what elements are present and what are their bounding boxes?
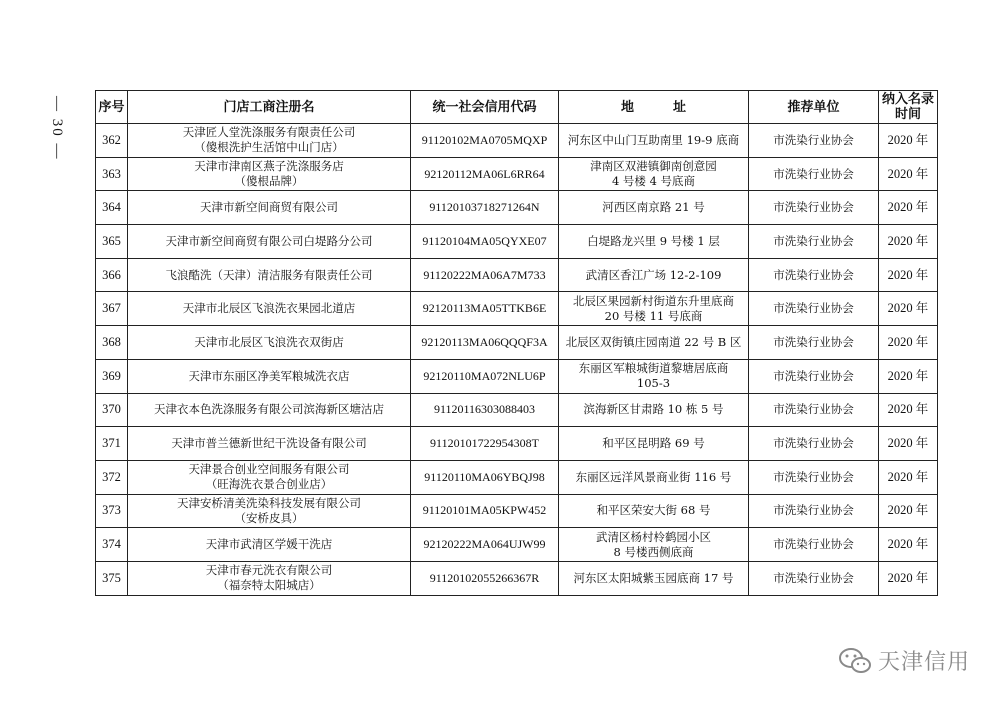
cell-name: 天津景合创业空间服务有限公司 （旺海洗衣景合创业店） bbox=[128, 460, 411, 494]
cell-no: 372 bbox=[96, 460, 128, 494]
cell-address: 武清区香江广场 12-2-109 bbox=[559, 258, 749, 292]
cell-unit: 市洗染行业协会 bbox=[749, 561, 879, 595]
cell-unit: 市洗染行业协会 bbox=[749, 528, 879, 562]
header-name: 门店工商注册名 bbox=[128, 91, 411, 124]
header-address: 地 址 bbox=[559, 91, 749, 124]
cell-no: 374 bbox=[96, 528, 128, 562]
table-row bbox=[96, 494, 938, 528]
cell-year: 2020 年 bbox=[879, 292, 938, 326]
table-row bbox=[96, 191, 938, 225]
cell-code: 92120113MA06QQQF3A bbox=[411, 326, 559, 360]
cell-unit: 市洗染行业协会 bbox=[749, 191, 879, 225]
cell-code: 91120102055266367R bbox=[411, 561, 559, 595]
table-row bbox=[96, 528, 938, 562]
cell-year: 2020 年 bbox=[879, 191, 938, 225]
cell-unit: 市洗染行业协会 bbox=[749, 427, 879, 461]
cell-name: 飞浪酷洗（天津）清洁服务有限责任公司 bbox=[128, 258, 411, 292]
cell-name: 天津市春元洗衣有限公司 （福奈特太阳城店） bbox=[128, 561, 411, 595]
cell-code: 91120103718271264N bbox=[411, 191, 559, 225]
cell-year: 2020 年 bbox=[879, 359, 938, 393]
cell-name: 天津衣本色洗涤服务有限公司滨海新区塘沽店 bbox=[128, 393, 411, 427]
cell-name: 天津市武清区学媛干洗店 bbox=[128, 528, 411, 562]
cell-address: 和平区荣安大街 68 号 bbox=[559, 494, 749, 528]
cell-name: 天津安桥清美洗染科技发展有限公司 （安桥皮具） bbox=[128, 494, 411, 528]
table-row bbox=[96, 427, 938, 461]
header-no: 序号 bbox=[96, 91, 128, 124]
cell-code: 91120110MA06YBQJ98 bbox=[411, 460, 559, 494]
cell-no: 367 bbox=[96, 292, 128, 326]
header-row bbox=[96, 91, 938, 124]
cell-year: 2020 年 bbox=[879, 258, 938, 292]
cell-address: 河西区南京路 21 号 bbox=[559, 191, 749, 225]
table-row bbox=[96, 157, 938, 191]
cell-unit: 市洗染行业协会 bbox=[749, 494, 879, 528]
cell-name: 天津市普兰德新世纪干洗设备有限公司 bbox=[128, 427, 411, 461]
registry-table bbox=[95, 90, 938, 596]
cell-name: 天津市新空间商贸有限公司 bbox=[128, 191, 411, 225]
table-row bbox=[96, 292, 938, 326]
cell-name: 天津匠人堂洗涤服务有限责任公司 （傻根洗护生活馆中山门店） bbox=[128, 124, 411, 158]
cell-unit: 市洗染行业协会 bbox=[749, 326, 879, 360]
cell-name: 天津市北辰区飞浪洗衣果园北道店 bbox=[128, 292, 411, 326]
cell-no: 362 bbox=[96, 124, 128, 158]
cell-year: 2020 年 bbox=[879, 157, 938, 191]
cell-code: 92120110MA072NLU6P bbox=[411, 359, 559, 393]
cell-unit: 市洗染行业协会 bbox=[749, 225, 879, 259]
header-unit: 推荐单位 bbox=[749, 91, 879, 124]
page-number: — 30 — bbox=[49, 96, 65, 161]
cell-code: 91120101722954308T bbox=[411, 427, 559, 461]
cell-code: 91120102MA0705MQXP bbox=[411, 124, 559, 158]
cell-no: 375 bbox=[96, 561, 128, 595]
cell-address: 东丽区远洋风景商业街 116 号 bbox=[559, 460, 749, 494]
header-code: 统一社会信用代码 bbox=[411, 91, 559, 124]
cell-name: 天津市东丽区净美军粮城洗衣店 bbox=[128, 359, 411, 393]
cell-name: 天津市北辰区飞浪洗衣双街店 bbox=[128, 326, 411, 360]
cell-address: 东丽区军粮城街道黎塘居底商 105-3 bbox=[559, 359, 749, 393]
cell-code: 91120104MA05QYXE07 bbox=[411, 225, 559, 259]
watermark bbox=[838, 645, 970, 676]
cell-address: 北辰区果园新村街道东升里底商 20 号楼 11 号底商 bbox=[559, 292, 749, 326]
cell-year: 2020 年 bbox=[879, 326, 938, 360]
cell-code: 92120113MA05TTKB6E bbox=[411, 292, 559, 326]
cell-year: 2020 年 bbox=[879, 494, 938, 528]
cell-code: 92120112MA06L6RR64 bbox=[411, 157, 559, 191]
cell-code: 91120101MA05KPW452 bbox=[411, 494, 559, 528]
header-year: 纳入名录时间 bbox=[879, 91, 938, 124]
cell-address: 白堤路龙兴里 9 号楼 1 层 bbox=[559, 225, 749, 259]
cell-unit: 市洗染行业协会 bbox=[749, 292, 879, 326]
cell-code: 91120222MA06A7M733 bbox=[411, 258, 559, 292]
cell-year: 2020 年 bbox=[879, 427, 938, 461]
cell-no: 365 bbox=[96, 225, 128, 259]
cell-address: 河东区中山门互助南里 19-9 底商 bbox=[559, 124, 749, 158]
cell-code: 91120116303088403 bbox=[411, 393, 559, 427]
cell-year: 2020 年 bbox=[879, 528, 938, 562]
cell-no: 370 bbox=[96, 393, 128, 427]
table-row bbox=[96, 561, 938, 595]
cell-unit: 市洗染行业协会 bbox=[749, 460, 879, 494]
table-row bbox=[96, 326, 938, 360]
cell-no: 363 bbox=[96, 157, 128, 191]
table-row bbox=[96, 258, 938, 292]
cell-no: 368 bbox=[96, 326, 128, 360]
cell-no: 371 bbox=[96, 427, 128, 461]
cell-unit: 市洗染行业协会 bbox=[749, 393, 879, 427]
cell-unit: 市洗染行业协会 bbox=[749, 124, 879, 158]
cell-year: 2020 年 bbox=[879, 393, 938, 427]
cell-no: 373 bbox=[96, 494, 128, 528]
table-row bbox=[96, 124, 938, 158]
cell-year: 2020 年 bbox=[879, 124, 938, 158]
cell-code: 92120222MA064UJW99 bbox=[411, 528, 559, 562]
cell-address: 武清区杨村柃鹤园小区 8 号楼西侧底商 bbox=[559, 528, 749, 562]
cell-year: 2020 年 bbox=[879, 460, 938, 494]
table-row bbox=[96, 393, 938, 427]
cell-no: 369 bbox=[96, 359, 128, 393]
table-row bbox=[96, 359, 938, 393]
cell-address: 滨海新区甘肃路 10 栋 5 号 bbox=[559, 393, 749, 427]
cell-unit: 市洗染行业协会 bbox=[749, 258, 879, 292]
watermark-text: 天津信用 bbox=[877, 650, 970, 675]
wechat-icon bbox=[838, 647, 872, 675]
table-row bbox=[96, 225, 938, 259]
cell-no: 364 bbox=[96, 191, 128, 225]
cell-no: 366 bbox=[96, 258, 128, 292]
cell-unit: 市洗染行业协会 bbox=[749, 359, 879, 393]
cell-year: 2020 年 bbox=[879, 561, 938, 595]
cell-address: 河东区太阳城紫玉园底商 17 号 bbox=[559, 561, 749, 595]
cell-year: 2020 年 bbox=[879, 225, 938, 259]
table-row bbox=[96, 460, 938, 494]
cell-address: 北辰区双街镇庄园南道 22 号 B 区 bbox=[559, 326, 749, 360]
cell-name: 天津市新空间商贸有限公司白堤路分公司 bbox=[128, 225, 411, 259]
cell-unit: 市洗染行业协会 bbox=[749, 157, 879, 191]
cell-name: 天津市津南区燕子洗涤服务店 （傻根品牌） bbox=[128, 157, 411, 191]
cell-address: 和平区昆明路 69 号 bbox=[559, 427, 749, 461]
cell-address: 津南区双港镇御南创意园 4 号楼 4 号底商 bbox=[559, 157, 749, 191]
